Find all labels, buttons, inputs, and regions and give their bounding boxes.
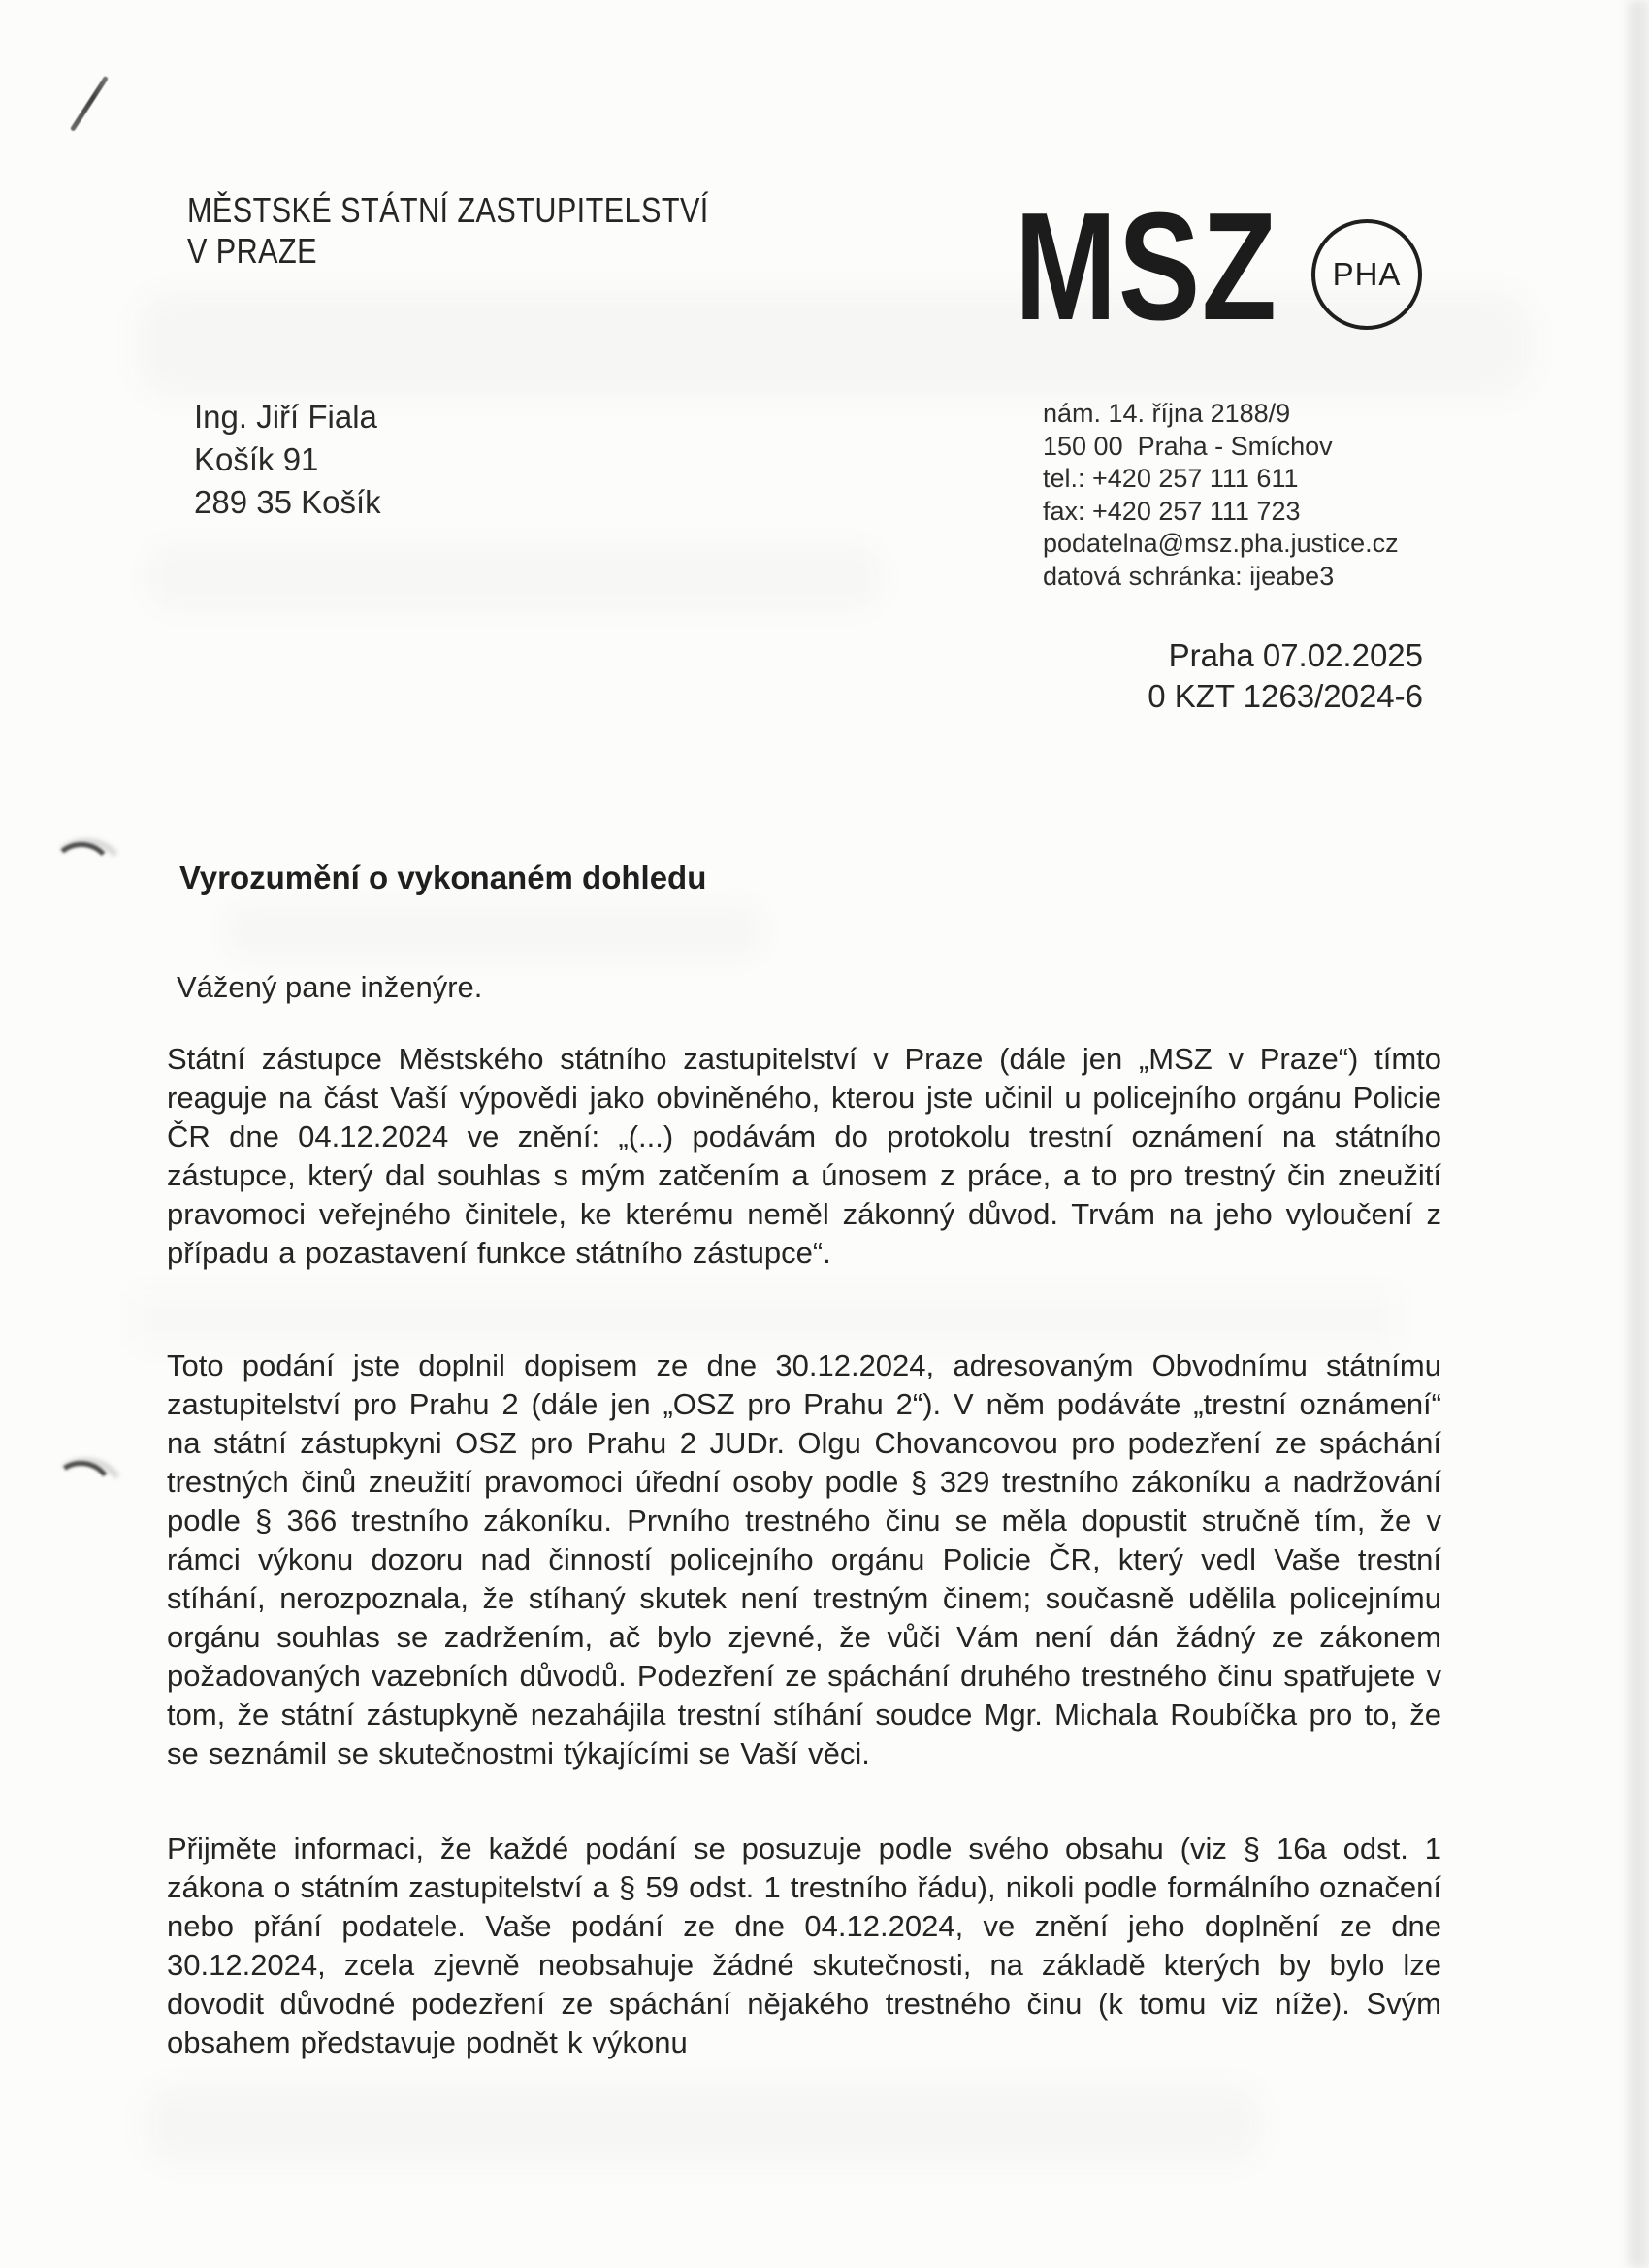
salutation: Vážený pane inženýre.: [177, 970, 483, 1004]
contact-street: nám. 14. října 2188/9: [1043, 399, 1291, 428]
addressee-name: Ing. Jiří Fiala: [194, 399, 377, 435]
contact-city: 150 00 Praha - Smíchov: [1043, 431, 1333, 461]
scan-smudge: [223, 902, 766, 960]
scan-smudge: [146, 543, 883, 611]
office-name: [187, 190, 709, 272]
addressee-street: Košík 91: [194, 441, 319, 477]
contact-email: podatelna@msz.pha.justice.cz: [1043, 529, 1399, 558]
scan-edge-shadow: [1628, 0, 1649, 2268]
punch-hole-shadow: [48, 840, 114, 902]
body-paragraph: Státní zástupce Městského státního zastupitelství v Praze (dále jen „MSZ v Praze“) tímto reaguje na část Vaší výpovědi jako obviněného, kterou jste učinil u policejního orgánu Policie ČR dne 04.12.2024 ve znění: „(...) podávám do protokolu trestní oznámení na státního zástupce, který dal souhlas s mým zatčením a únosem z práce, a to pro trestný čin zneužití pravomoci veřejného činitele, ke kterému neměl zákonný důvod. Trvám na jeho vyloučení z případu a pozastavení funkce státního zástupce“.: [167, 1042, 1441, 1270]
punch-hole-shadow: [46, 1456, 116, 1524]
scan-smudge: [136, 1290, 1397, 1348]
reference-block: [970, 635, 1423, 717]
addressee-city: 289 35 Košík: [194, 484, 381, 520]
contact-phone: tel.: +420 257 111 611: [1043, 464, 1299, 493]
contact-fax: fax: +420 257 111 723: [1043, 496, 1301, 526]
scan-smudge: [146, 2086, 1261, 2163]
office-contact-block: [1043, 398, 1399, 593]
office-name-line2: V PRAZE: [187, 231, 317, 271]
pen-stroke-mark: [70, 76, 109, 132]
body-paragraph: Toto podání jste doplnil dopisem ze dne 30.12.2024, adresovaným Obvodnímu státnímu zastupitelství pro Prahu 2 (dále jen „OSZ pro Prahu 2“). V něm podáváte „trestní oznámení“ na státní zástupkyni OSZ pro Prahu 2 JUDr. Olgu Chovancovou pro podezření ze spáchání trestných činů zneužití pravomoci úřední osoby podle § 329 trestního zákoníku a nadržování podle § 366 trestního zákoníku. Prvního trestného činu se měla dopustit stručně tím, že v rámci výkonu dozoru nad činností policejního orgánu Policie ČR, který vedl Vaše trestní stíhání, nerozpoznala, že stíhaný skutek není trestným činem; současně udělila policejnímu orgánu souhlas se zadržením, ač bylo zjevné, že vůči Vám není dán žádný ze zákonem požadovaných vazebních důvodů. Podezření ze spáchání druhého trestného činu spatřujete v tom, že státní zástupkyně nezahájila trestní stíhání soudce Mgr. Michala Roubíčka pro to, že se seznámil se skutečnostmi týkajícími se Vaší věci.: [167, 1348, 1441, 1770]
pha-badge-label: PHA: [1332, 256, 1402, 292]
office-name-line1: MĚSTSKÉ STÁTNÍ ZASTUPITELSTVÍ: [187, 190, 709, 230]
subject-line: Vyrozumění o vykonaném dohledu: [179, 859, 707, 895]
msz-logo: MSZ: [1015, 181, 1278, 352]
place-and-date: Praha 07.02.2025: [1168, 637, 1423, 673]
file-number: 0 KZT 1263/2024-6: [1148, 678, 1423, 714]
body-paragraph: Přijměte informaci, že každé podání se posuzuje podle svého obsahu (viz § 16a odst. 1 zákona o státním zastupitelství a § 59 odst. 1 trestního řádu), nikoli podle formálního označení nebo přání podatele. Vaše podání ze dne 04.12.2024, ve znění jeho doplnění ze dne 30.12.2024, zcela zjevně neobsahuje žádné skutečnosti, na základě kterých by bylo lze dovodit důvodné podezření ze spáchání nějakého trestného činu (k tomu viz níže). Svým obsahem představuje podnět k výkonu: [167, 1831, 1441, 2059]
pha-circle-badge: [1311, 219, 1422, 330]
contact-databox: datová schránka: ijeabe3: [1043, 561, 1335, 591]
addressee-block: [194, 396, 381, 524]
